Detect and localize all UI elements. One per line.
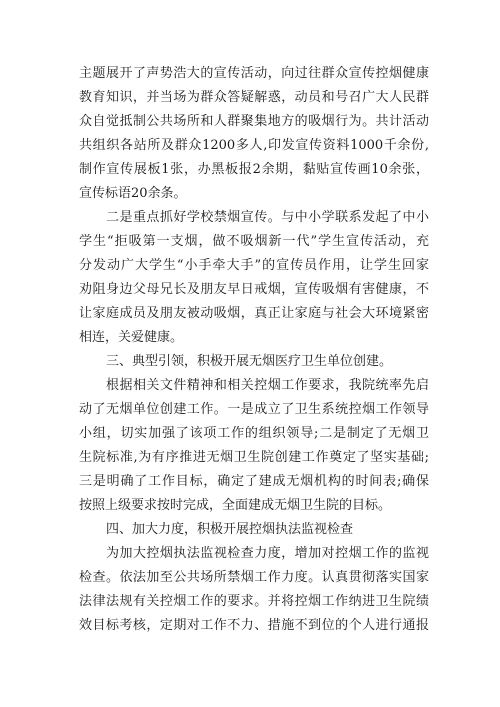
body-text-line: 法律法规有关控烟工作的要求。并将控烟工作纳进卫生院绩 xyxy=(79,594,429,609)
section-heading: 三、典型引领，积极开展无烟医疗卫生单位创建。 xyxy=(106,354,393,369)
body-text-line: 动了无烟单位创建工作。一是成立了卫生系统控烟工作领导 xyxy=(79,402,429,417)
body-text-line: 三是明确了工作目标，确定了建成无烟机构的时间表;确保 xyxy=(79,474,429,489)
body-text-line: 劝阻身边父母兄长及朋友早日戒烟，宣传吸烟有害健康，不 xyxy=(79,282,429,297)
body-text-line: 宣传标语20余条。 xyxy=(79,186,187,201)
body-text-line: 生院标准,为有序推进无烟卫生院创建工作奠定了坚实基础; xyxy=(79,450,429,465)
paragraph-first-line: 为加大控烟执法监视检查力度，增加对控烟工作的监视 xyxy=(106,546,429,561)
body-text-line: 众自觉抵制公共场所和人群聚集地方的吸烟行为。共计活动 xyxy=(79,114,429,129)
section-heading: 四、加大力度，积极开展控烟执法监视检查 xyxy=(106,522,354,537)
paragraph-first-line: 根据相关文件精神和相关控烟工作要求，我院统率先启 xyxy=(106,378,429,393)
body-text-line: 主题展开了声势浩大的宣传活动，向过往群众宣传控烟健康 xyxy=(79,66,429,81)
body-text-line: 分发动广大学生“小手牵大手”的宣传员作用，让学生回家 xyxy=(79,258,429,273)
paragraph-first-line: 二是重点抓好学校禁烟宣传。与中小学联系发起了中小 xyxy=(106,210,429,225)
body-text-line: 学生“拒吸第一支烟，做不吸烟新一代”学生宣传活动，充 xyxy=(79,234,429,249)
body-text-line: 效目标考核，定期对工作不力、措施不到位的个人进行通报 xyxy=(79,618,429,633)
body-text-line: 教育知识，并当场为群众答疑解惑，动员和号召广大人民群 xyxy=(79,90,429,105)
body-text-line: 共组织各站所及群众1200多人,印发宣传资料1000千余份, xyxy=(79,138,429,153)
body-text-line: 按照上级要求按时完成，全面建成无烟卫生院的目标。 xyxy=(79,498,392,513)
body-text-line: 相连，关爱健康。 xyxy=(79,330,184,345)
body-text-line: 检查。依法加至公共场所禁烟工作力度。认真贯彻落实国家 xyxy=(79,570,429,585)
body-text-line: 让家庭成员及朋友被动吸烟，真正让家庭与社会大环境紧密 xyxy=(79,306,429,321)
body-text-line: 小组，切实加强了该项工作的组织领导;二是制定了无烟卫 xyxy=(79,426,429,441)
body-text-line: 制作宣传展板1张，办黑板报2余期，黏贴宣传画10余张， xyxy=(79,162,429,177)
